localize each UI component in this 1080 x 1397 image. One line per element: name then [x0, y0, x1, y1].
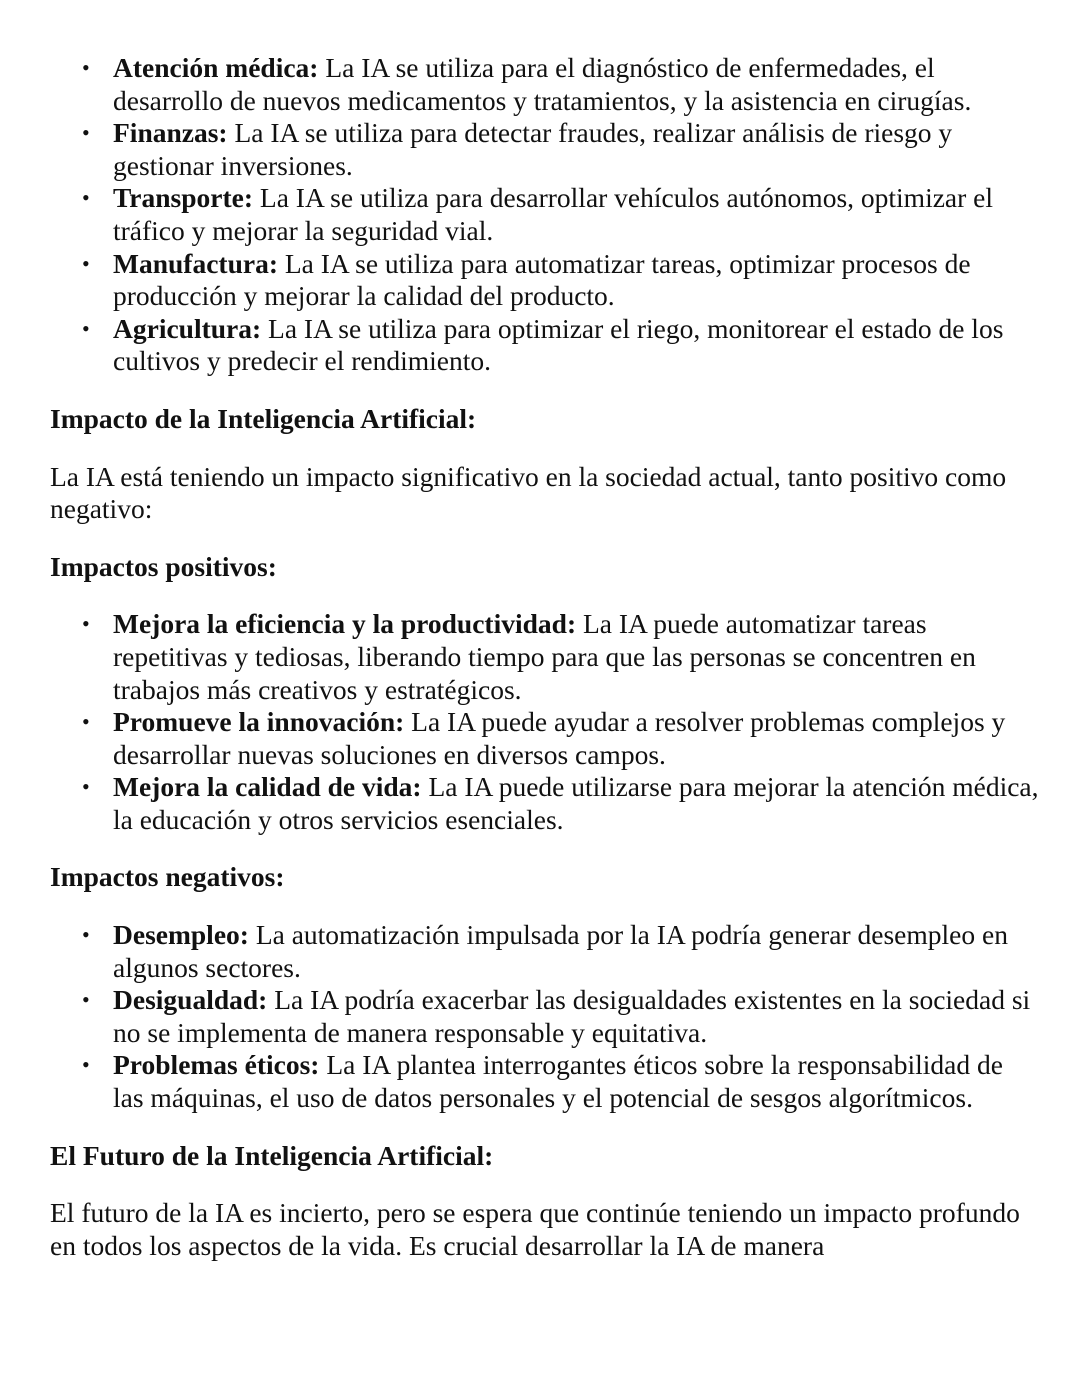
- bullet-icon: •: [82, 987, 90, 1013]
- item-term: Mejora la calidad de vida:: [113, 771, 422, 803]
- item-text: La IA plantea interrogantes éticos sobre la responsabilidad de las máquinas, el uso de datos personales y el potencial de sesgos algorítmicos.: [113, 1049, 1003, 1114]
- list-item: [50, 984, 1040, 1049]
- item-term: Desempleo:: [113, 919, 249, 951]
- item-term: Transporte:: [113, 182, 254, 214]
- item-text: La automatización impulsada por la IA podría generar desempleo en algunos sectores.: [113, 919, 1008, 983]
- bullet-icon: •: [82, 922, 90, 948]
- bullet-icon: •: [82, 185, 90, 211]
- item-term: Manufactura:: [113, 247, 278, 279]
- item-term: Finanzas:: [113, 117, 228, 149]
- impact-intro: La IA está teniendo un impacto significativo en la sociedad actual, tanto positivo como negativo:: [50, 460, 1007, 525]
- item-text: La IA puede utilizarse para mejorar la atención médica, la educación y otros servicios esenciales.: [113, 771, 1039, 835]
- item-term: Problemas éticos:: [113, 1049, 320, 1081]
- future-intro: El futuro de la IA es incierto, pero se espera que continúe teniendo un impacto profundo en todos los aspectos de la vida. Es crucial desarrollar la IA de manera: [50, 1197, 1020, 1261]
- item-text: La IA se utiliza para el diagnóstico de enfermedades, el desarrollo de nuevos medicamentos y tratamientos, y la asistencia en cirugías.: [113, 52, 972, 116]
- item-term: Atención médica:: [113, 52, 319, 83]
- list-item: [50, 1049, 1040, 1114]
- item-text: La IA se utiliza para desarrollar vehículos autónomos, optimizar el tráfico y mejorar la seguridad vial.: [113, 182, 993, 246]
- negative-heading: Impactos negativos:: [50, 861, 285, 893]
- bullet-icon: •: [82, 120, 90, 146]
- item-text: La IA se utiliza para optimizar el riego, monitorear el estado de los cultivos y predecir el rendimiento.: [113, 312, 1004, 377]
- list-item: [50, 919, 1040, 984]
- bullet-icon: •: [82, 709, 90, 735]
- item-term: Mejora la eficiencia y la productividad:: [113, 608, 577, 640]
- list-item: [50, 706, 1040, 771]
- bullet-icon: •: [82, 774, 90, 800]
- applications-list: [50, 52, 1040, 378]
- item-text: La IA se utiliza para automatizar tareas, optimizar procesos de producción y mejorar la calidad del producto.: [113, 247, 971, 312]
- bullet-icon: •: [82, 611, 90, 637]
- item-text: La IA puede ayudar a resolver problemas complejos y desarrollar nuevas soluciones en diversos campos.: [113, 706, 1006, 770]
- item-text: La IA puede automatizar tareas repetitivas y tediosas, liberando tiempo para que las personas se concentren en trabajos más creativos y estratégicos.: [113, 608, 976, 705]
- item-text: La IA podría exacerbar las desigualdades existentes en la sociedad si no se implementa de manera responsable y equitativa.: [113, 984, 1031, 1048]
- list-item: [50, 771, 1040, 836]
- negative-list: [50, 919, 1040, 1115]
- list-item: [50, 117, 1040, 182]
- item-text: La IA se utiliza para detectar fraudes, realizar análisis de riesgo y gestionar inversiones.: [113, 117, 953, 181]
- impact-heading: Impacto de la Inteligencia Artificial:: [50, 402, 477, 434]
- list-item: [50, 313, 1040, 378]
- bullet-icon: •: [82, 55, 90, 80]
- list-item: [50, 52, 1040, 117]
- document-page: [50, 52, 1040, 1262]
- bullet-icon: •: [82, 315, 90, 341]
- bullet-icon: •: [82, 250, 90, 276]
- list-item: [50, 608, 1040, 706]
- item-term: Promueve la innovación:: [113, 706, 405, 738]
- list-item: [50, 248, 1040, 313]
- item-term: Desigualdad:: [113, 984, 268, 1016]
- positive-heading: Impactos positivos:: [50, 550, 277, 582]
- list-item: [50, 182, 1040, 247]
- positive-list: [50, 608, 1040, 836]
- future-heading: El Futuro de la Inteligencia Artificial:: [50, 1139, 494, 1171]
- item-term: Agricultura:: [113, 312, 262, 344]
- bullet-icon: •: [82, 1052, 90, 1078]
